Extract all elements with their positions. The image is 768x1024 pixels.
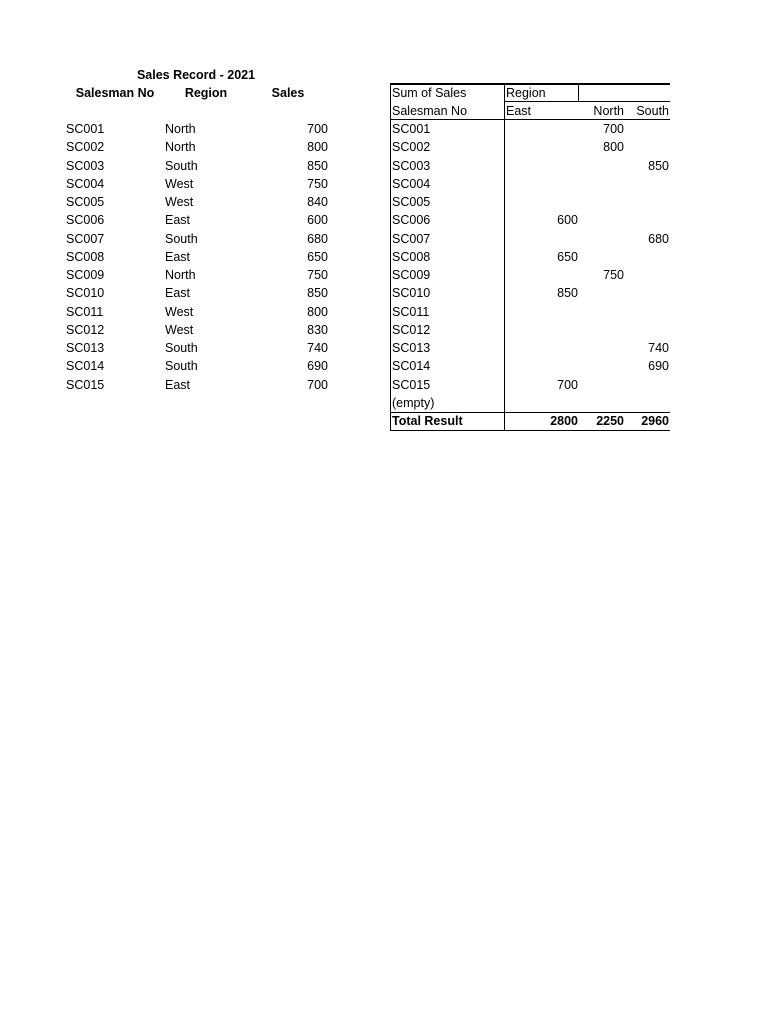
record-sales: 740	[307, 341, 328, 355]
record-sales: 800	[307, 140, 328, 155]
record-salesman-no: SC001	[66, 122, 105, 136]
record-sales: 700	[307, 377, 328, 392]
sales-record-title: Sales Record - 2021	[136, 68, 256, 82]
record-sales: 750	[307, 176, 328, 191]
record-row	[66, 321, 328, 339]
record-row	[66, 339, 328, 357]
record-sales: 830	[307, 322, 328, 337]
record-row	[66, 303, 328, 321]
record-sales: 850	[307, 158, 328, 173]
pivot-row-label: SC006	[392, 213, 431, 228]
pivot-cell-south: 850	[648, 158, 669, 173]
record-sales: 800	[307, 304, 328, 319]
pivot-header-row-2	[390, 102, 670, 120]
pivot-row	[390, 175, 670, 193]
pivot-row-label: SC011	[392, 304, 430, 319]
pivot-row	[390, 157, 670, 175]
pivot-col-east: East	[506, 104, 532, 118]
record-salesman-no: SC013	[66, 341, 105, 355]
pivot-row-label: SC007	[392, 231, 431, 246]
record-salesman-no: SC002	[66, 140, 105, 155]
pivot-row-label: SC009	[392, 268, 431, 282]
pivot-cell-east: 700	[557, 377, 578, 392]
pivot-table	[390, 83, 670, 431]
pivot-row	[390, 138, 670, 156]
record-region: North	[165, 140, 196, 155]
record-region: West	[165, 176, 194, 191]
record-region: East	[165, 249, 191, 264]
pivot-total-row	[390, 412, 670, 430]
pivot-total-north: 2250	[596, 414, 624, 428]
record-sales: 690	[307, 359, 328, 374]
header-salesman-no: Salesman No	[75, 86, 155, 100]
pivot-row-label: SC004	[392, 176, 431, 191]
record-salesman-no: SC008	[66, 249, 105, 264]
pivot-cell-north: 750	[603, 268, 624, 282]
pivot-cell-east: 600	[557, 213, 578, 228]
pivot-row	[390, 357, 670, 375]
record-salesman-no: SC010	[66, 286, 105, 301]
header-region: Region	[184, 86, 228, 100]
pivot-total-label: Total Result	[392, 414, 463, 428]
record-row	[66, 175, 328, 193]
pivot-row-label: SC015	[392, 377, 431, 392]
record-region: East	[165, 286, 191, 301]
pivot-cell-south: 740	[648, 341, 669, 355]
record-sales: 850	[307, 286, 328, 301]
pivot-bottom-border	[390, 430, 670, 431]
pivot-row-label: SC001	[392, 122, 431, 136]
pivot-row	[390, 303, 670, 321]
record-sales: 680	[307, 231, 328, 246]
record-region: South	[165, 341, 198, 355]
pivot-total-south: 2960	[641, 414, 669, 428]
record-sales: 650	[307, 249, 328, 264]
pivot-column-field[interactable]: Region	[506, 86, 546, 100]
record-region: West	[165, 322, 194, 337]
pivot-row-label: SC013	[392, 341, 431, 355]
record-salesman-no: SC014	[66, 359, 105, 374]
record-salesman-no: SC004	[66, 176, 105, 191]
record-row	[66, 266, 328, 284]
header-sales: Sales	[271, 86, 305, 100]
pivot-header-row-1	[390, 84, 670, 102]
record-region: South	[165, 231, 198, 246]
pivot-col-north: North	[593, 104, 624, 118]
pivot-row-label: SC005	[392, 195, 431, 209]
record-region: West	[165, 304, 194, 319]
record-salesman-no: SC003	[66, 158, 105, 173]
record-row	[66, 193, 328, 211]
pivot-row-label: (empty)	[392, 395, 435, 410]
pivot-total-east: 2800	[550, 414, 578, 428]
pivot-row-label: SC014	[392, 359, 431, 374]
pivot-row-label: SC012	[392, 322, 431, 337]
record-region: North	[165, 122, 196, 136]
record-sales: 750	[307, 268, 328, 282]
pivot-row	[390, 211, 670, 229]
record-row	[66, 284, 328, 302]
pivot-row-label: SC002	[392, 140, 431, 155]
record-row	[66, 157, 328, 175]
pivot-cell-south: 690	[648, 359, 669, 374]
record-salesman-no: SC005	[66, 195, 105, 209]
pivot-row-label: SC003	[392, 158, 431, 173]
pivot-row	[390, 394, 670, 412]
pivot-row	[390, 284, 670, 302]
pivot-row	[390, 230, 670, 248]
record-region: North	[165, 268, 196, 282]
record-row	[66, 376, 328, 394]
pivot-cell-east: 650	[557, 249, 578, 264]
record-row	[66, 357, 328, 375]
pivot-row-field[interactable]: Salesman No	[392, 104, 468, 118]
record-salesman-no: SC006	[66, 213, 105, 228]
record-row	[66, 248, 328, 266]
pivot-row	[390, 339, 670, 357]
pivot-cell-south: 680	[648, 231, 669, 246]
pivot-row	[390, 321, 670, 339]
pivot-row-label: SC010	[392, 286, 431, 301]
pivot-row	[390, 120, 670, 138]
pivot-row	[390, 193, 670, 211]
record-salesman-no: SC009	[66, 268, 105, 282]
record-region: East	[165, 377, 191, 392]
record-row	[66, 211, 328, 229]
record-sales: 700	[307, 122, 328, 136]
record-row	[66, 138, 328, 156]
record-salesman-no: SC011	[66, 304, 104, 319]
pivot-row	[390, 248, 670, 266]
record-row	[66, 230, 328, 248]
pivot-row	[390, 376, 670, 394]
record-region: East	[165, 213, 191, 228]
record-salesman-no: SC007	[66, 231, 105, 246]
record-sales: 840	[307, 195, 328, 209]
pivot-col-south: South	[636, 104, 669, 118]
record-region: West	[165, 195, 194, 209]
record-sales: 600	[307, 213, 328, 228]
pivot-cell-north: 800	[603, 140, 624, 155]
record-region: South	[165, 359, 198, 374]
record-salesman-no: SC015	[66, 377, 105, 392]
pivot-cell-north: 700	[603, 122, 624, 136]
pivot-cell-east: 850	[557, 286, 578, 301]
record-region: South	[165, 158, 198, 173]
record-row	[66, 120, 328, 138]
pivot-row-label: SC008	[392, 249, 431, 264]
record-salesman-no: SC012	[66, 322, 105, 337]
pivot-row	[390, 266, 670, 284]
pivot-data-field[interactable]: Sum of Sales	[392, 86, 467, 100]
